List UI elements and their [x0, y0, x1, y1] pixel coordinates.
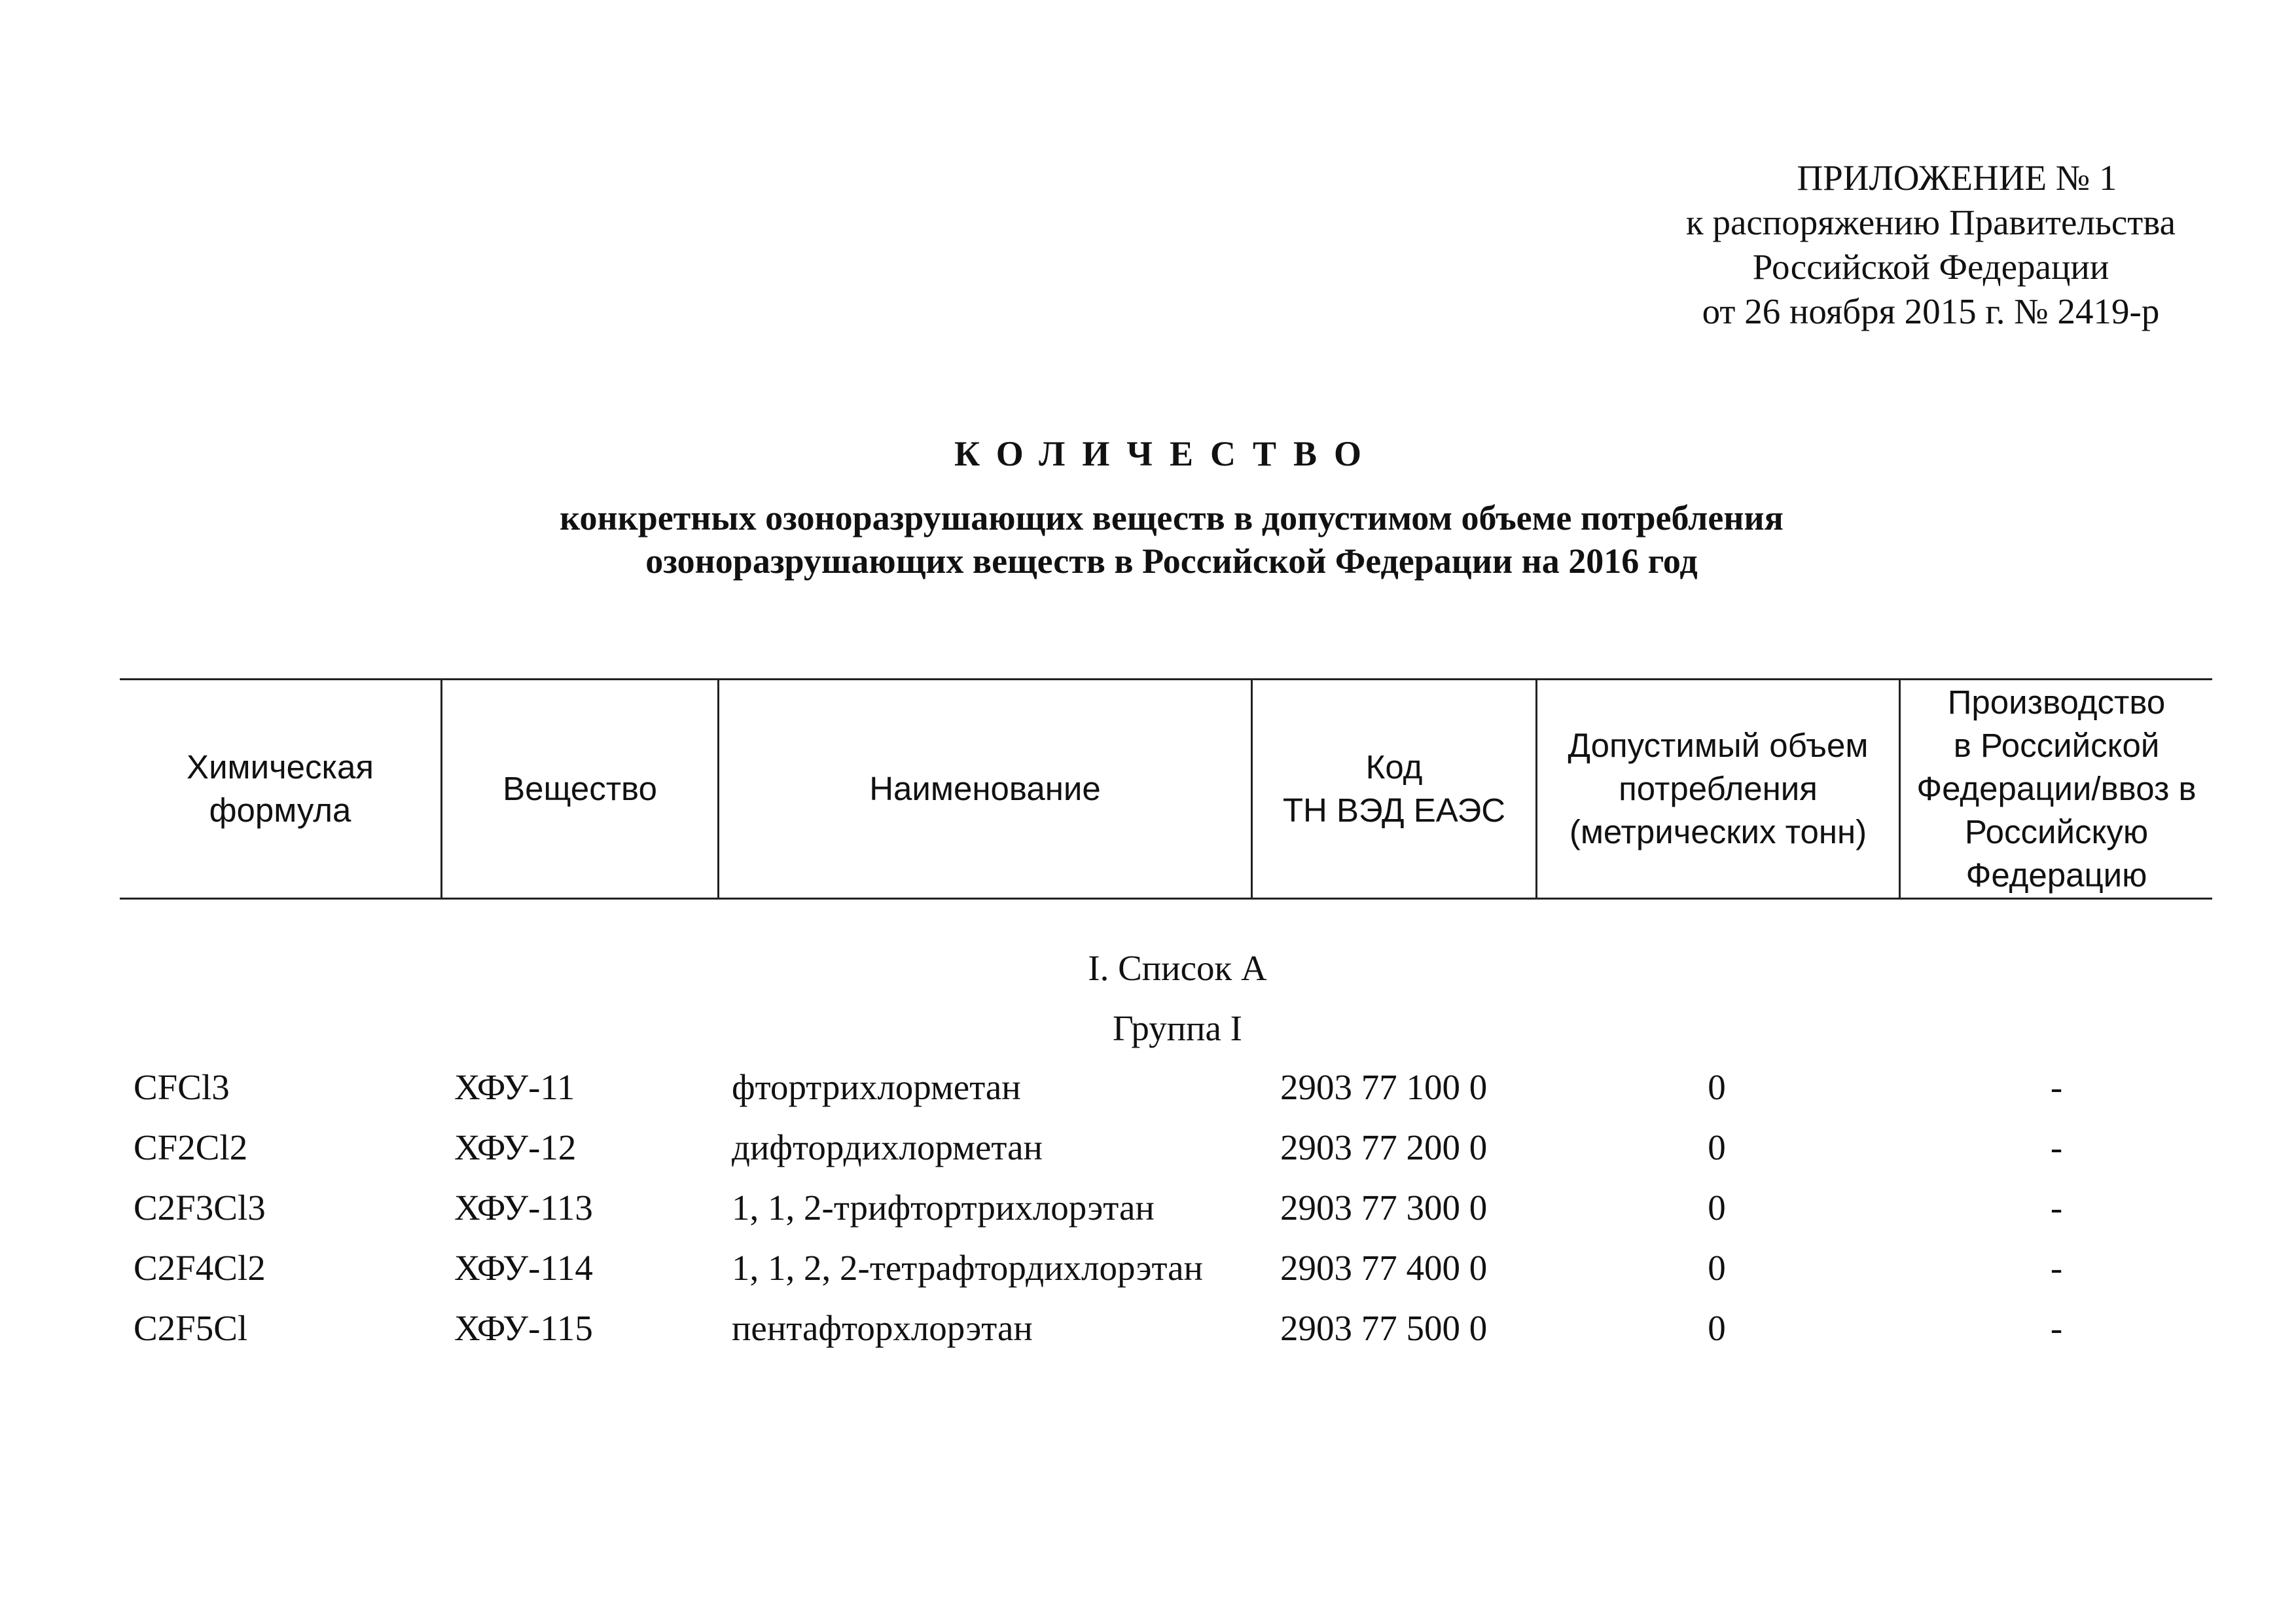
cell-formula: CF2Cl2 — [134, 1127, 248, 1167]
cell-volume: 0 — [1708, 1248, 1726, 1288]
appendix-title: ПРИЛОЖЕНИЕ № 1 — [1797, 158, 2117, 198]
header-text: потребления — [1619, 770, 1818, 807]
appendix-block — [1649, 156, 2212, 334]
table-row — [0, 1186, 2296, 1247]
cell-formula: C2F4Cl2 — [134, 1248, 266, 1288]
header-cell-formula — [120, 680, 440, 898]
header-text: Допустимый объем — [1568, 727, 1869, 764]
table-row — [0, 1066, 2296, 1126]
header-text: Производство — [1947, 684, 2166, 721]
document-subtitle — [393, 496, 1950, 583]
appendix-line-2: Российской Федерации — [1752, 247, 2109, 287]
cell-production: - — [2050, 1248, 2063, 1288]
header-text: Российскую — [1964, 813, 2149, 850]
cell-code: 2903 77 100 0 — [1280, 1067, 1488, 1107]
appendix-line-1: к распоряжению Правительства — [1685, 202, 2176, 242]
header-text: Наименование — [869, 770, 1101, 807]
cell-production: - — [2050, 1308, 2063, 1348]
table-body — [0, 1066, 2296, 1367]
table-row — [0, 1247, 2296, 1307]
cell-volume: 0 — [1708, 1067, 1726, 1107]
cell-substance: ХФУ-115 — [454, 1308, 593, 1348]
cell-name: 1, 1, 2-трифтортрихлорэтан — [732, 1188, 1155, 1228]
cell-formula: C2F5Cl — [134, 1308, 248, 1348]
header-text: Химическая — [187, 748, 374, 786]
table-row — [0, 1307, 2296, 1367]
cell-substance: ХФУ-11 — [454, 1067, 575, 1107]
cell-name: 1, 1, 2, 2-тетрафтордихлорэтан — [732, 1248, 1203, 1288]
header-text: Федерацию — [1965, 856, 2147, 894]
cell-formula: CFCl3 — [134, 1067, 230, 1107]
cell-name: фтортрихлорметан — [732, 1067, 1021, 1107]
header-cell-production — [1899, 680, 2212, 898]
cell-volume: 0 — [1708, 1127, 1726, 1167]
header-cell-code — [1251, 680, 1535, 898]
header-text: Код — [1365, 748, 1423, 786]
document-subtitle-line-1: конкретных озоноразрушающих веществ в допустимом объеме потребления — [560, 498, 1784, 538]
cell-production: - — [2050, 1067, 2063, 1107]
header-text: в Российской — [1953, 727, 2160, 764]
document-subtitle-line-2: озоноразрушающих веществ в Российской Федерации на 2016 год — [645, 541, 1698, 581]
cell-production: - — [2050, 1188, 2063, 1228]
header-text: ТН ВЭД ЕАЭС — [1282, 792, 1506, 829]
header-text: (метрических тонн) — [1569, 813, 1867, 850]
table-row — [0, 1126, 2296, 1186]
cell-code: 2903 77 500 0 — [1280, 1308, 1488, 1348]
cell-code: 2903 77 200 0 — [1280, 1127, 1488, 1167]
document-title: КОЛИЧЕСТВО — [954, 434, 1379, 473]
cell-code: 2903 77 300 0 — [1280, 1188, 1488, 1228]
cell-name: дифтордихлорметан — [732, 1127, 1043, 1167]
table-header — [120, 678, 2212, 900]
cell-code: 2903 77 400 0 — [1280, 1248, 1488, 1288]
header-text: Федерации/ввоз в — [1916, 770, 2197, 807]
cell-production: - — [2050, 1127, 2063, 1167]
header-text: Вещество — [503, 770, 657, 807]
cell-substance: ХФУ-113 — [454, 1188, 593, 1228]
header-text: формула — [209, 792, 351, 829]
header-cell-volume — [1535, 680, 1899, 898]
header-cell-name — [717, 680, 1251, 898]
cell-substance: ХФУ-12 — [454, 1127, 577, 1167]
header-cell-substance — [440, 680, 717, 898]
cell-formula: C2F3Cl3 — [134, 1188, 266, 1228]
cell-name: пентафторхлорэтан — [732, 1308, 1033, 1348]
cell-volume: 0 — [1708, 1308, 1726, 1348]
section-heading-list-a: I. Список A — [1088, 948, 1267, 988]
cell-volume: 0 — [1708, 1188, 1726, 1228]
section-heading-group-1: Группа I — [1113, 1008, 1242, 1048]
appendix-line-3: от 26 ноября 2015 г. № 2419-р — [1702, 291, 2160, 331]
cell-substance: ХФУ-114 — [454, 1248, 593, 1288]
